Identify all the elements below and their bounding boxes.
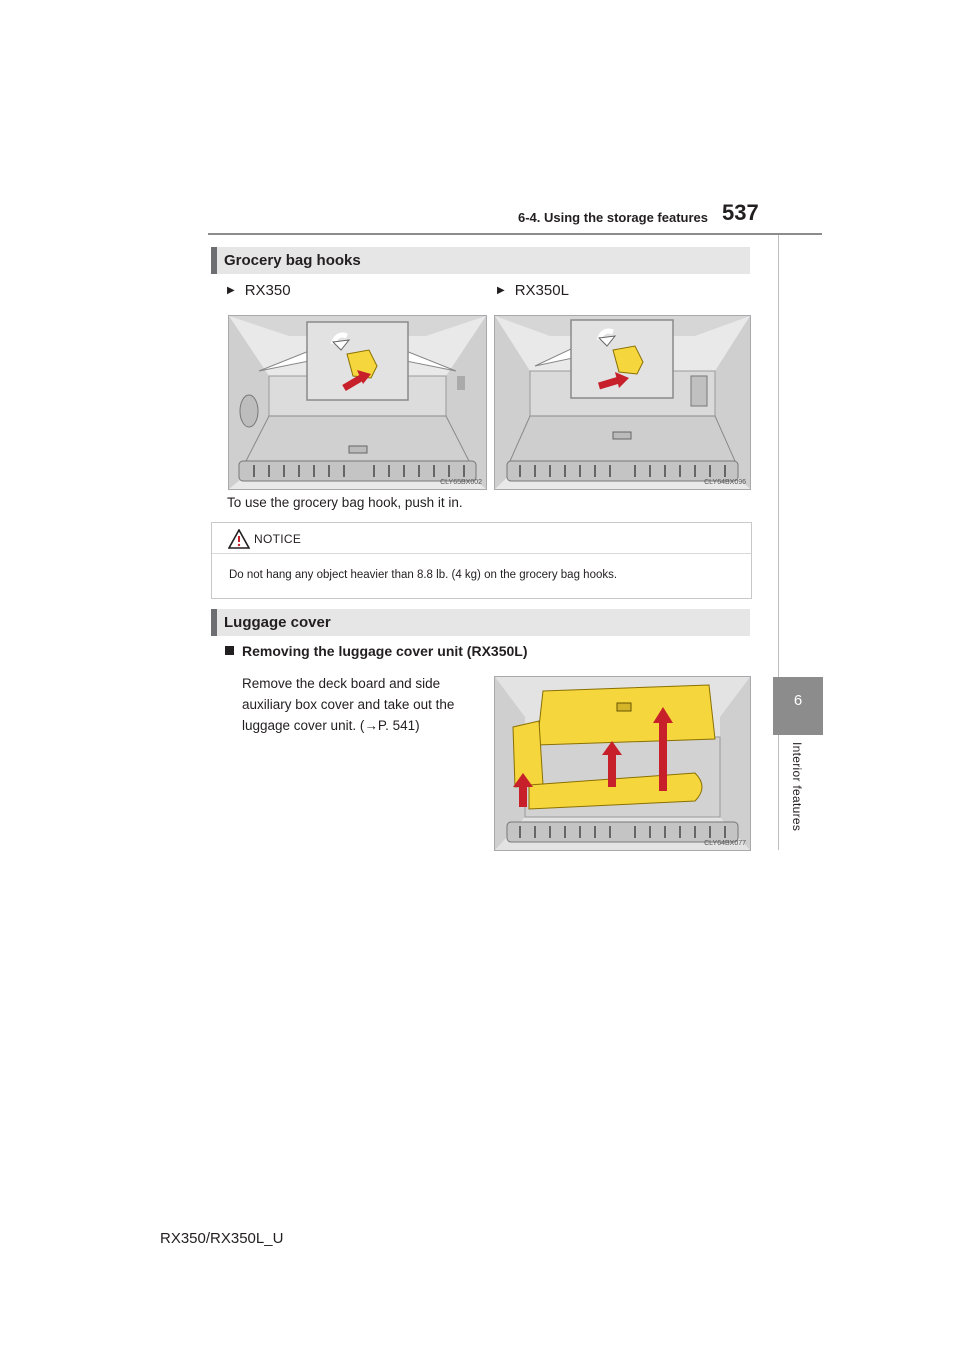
figure-luggage-cover	[494, 676, 751, 851]
figure-rx350-cargo	[228, 315, 487, 490]
variant-label-rx350l	[497, 282, 569, 299]
variant-label-rx350	[227, 282, 291, 299]
section-header-luggage	[211, 609, 750, 636]
warning-triangle-icon	[228, 529, 250, 549]
section-bar	[211, 609, 217, 636]
section-bar	[211, 247, 217, 274]
section-title: Grocery bag hooks	[224, 252, 361, 269]
notice-text: Do not hang any object heavier than 8.8 lb. (4 kg) on the grocery bag hooks.	[229, 569, 618, 581]
subheading-text: Removing the luggage cover unit (RX350L)	[242, 643, 528, 659]
variant-text: RX350L	[514, 282, 569, 299]
section-header-grocery	[211, 247, 750, 274]
notice-label: NOTICE	[254, 532, 302, 546]
running-header-section: 6-4. Using the storage features	[518, 210, 708, 225]
triangle-bullet-icon: ▶	[497, 285, 505, 296]
body-line: luggage cover unit. (→P. 541)	[242, 718, 420, 733]
subheading-removing-cover	[225, 643, 528, 659]
figure-code: CLY64BX077	[704, 840, 746, 847]
side-divider	[778, 235, 779, 677]
body-line: Remove the deck board and side	[242, 676, 441, 691]
body-line: auxiliary box cover and take out the	[242, 697, 455, 712]
page-number: 537	[722, 200, 759, 225]
variant-text: RX350	[244, 282, 291, 299]
square-bullet-icon	[225, 646, 234, 655]
chapter-number: 6	[793, 692, 803, 709]
luggage-body	[242, 673, 482, 736]
triangle-bullet-icon: ▶	[227, 285, 235, 296]
figure-rx350l-cargo	[494, 315, 751, 490]
figure-code: CLY65BX002	[440, 479, 482, 486]
figure-code: CLY64BX096	[704, 479, 746, 486]
grocery-instruction: To use the grocery bag hook, push it in.	[227, 495, 463, 510]
section-title: Luggage cover	[224, 614, 331, 631]
chapter-title: Interior features	[790, 742, 804, 832]
notice-rule	[212, 553, 751, 554]
footer-model: RX350/RX350L_U	[160, 1230, 284, 1247]
notice-box	[211, 522, 752, 599]
side-divider-lower	[778, 735, 779, 850]
header-rule	[208, 233, 822, 235]
